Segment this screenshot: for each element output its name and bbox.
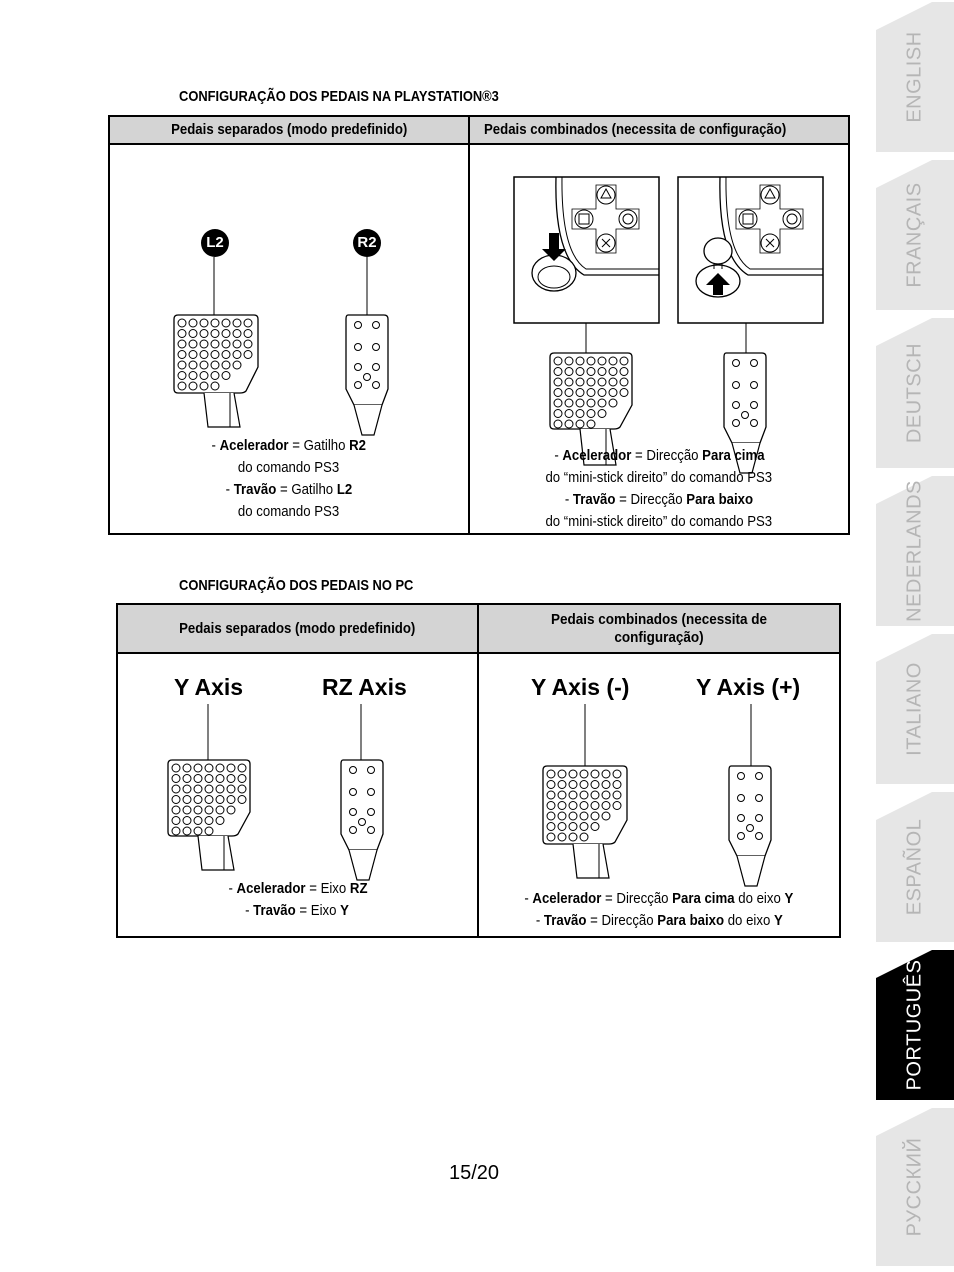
controller-stick-up-icon (678, 177, 823, 323)
pedal-hole (738, 833, 745, 840)
pc-combined-caption: - Acelerador = Direcção Para cima do eixo Y - Travão = Direcção Para baixo do eixo Y (524, 890, 794, 929)
pc-section-title: CONFIGURAÇÃO DOS PEDAIS NO PC (179, 577, 414, 594)
pedal-hole (355, 344, 362, 351)
pedal-hole (756, 833, 763, 840)
pedal-hole (613, 770, 621, 778)
pedal-hole (576, 378, 584, 386)
pedal-hole (244, 340, 252, 348)
pedal-hole (178, 319, 186, 327)
pedal-hole (216, 785, 224, 793)
pc-combined-pedals-illustration (479, 654, 840, 894)
pedal-hole (620, 378, 628, 386)
pedal-hole (565, 420, 573, 428)
pedal-hole (172, 764, 180, 772)
pedal-hole (233, 319, 241, 327)
pedal-hole (580, 802, 588, 810)
pedal-hole (558, 823, 566, 831)
pedal-hole (733, 382, 740, 389)
pedal-hole (580, 781, 588, 789)
pedal-hole (355, 364, 362, 371)
pedal-hole (569, 812, 577, 820)
tab-nederlands[interactable]: NEDERLANDS (876, 476, 954, 626)
pedal-hole (565, 368, 573, 376)
pedal-hole (172, 785, 180, 793)
ps3-combined-caption: - Acelerador = Direcção Para cima do “mini-stick direito” do comando PS3 - Travão = Direcção Para baixo do “mini-stick direito” do comando PS3 (545, 447, 773, 530)
pedal-hole (565, 399, 573, 407)
pedal-hole (183, 827, 191, 835)
pedal-hole (216, 806, 224, 814)
pedal-hole (587, 368, 595, 376)
pedal-hole (205, 817, 213, 825)
pedal-hole (178, 340, 186, 348)
ps3-section-title: CONFIGURAÇÃO DOS PEDAIS NA PLAYSTATION®3 (179, 88, 499, 105)
pedal-hole (576, 368, 584, 376)
pedal-hole (205, 806, 213, 814)
pedal-hole (598, 368, 606, 376)
pedal-hole (205, 775, 213, 783)
pedal-hole (554, 410, 562, 418)
pedal-hole (558, 770, 566, 778)
pedal-hole (368, 767, 375, 774)
pedal-hole (587, 357, 595, 365)
pedal-hole (172, 817, 180, 825)
pedal-hole (733, 420, 740, 427)
pedal-hole (580, 812, 588, 820)
pedal-hole (189, 319, 197, 327)
pedal-hole (751, 420, 758, 427)
pedal-hole (227, 764, 235, 772)
pedal-hole (569, 833, 577, 841)
pedal-hole (609, 399, 617, 407)
pedal-hole (368, 827, 375, 834)
pedal-hole (194, 827, 202, 835)
pedal-hole (569, 823, 577, 831)
pedal-hole (602, 791, 610, 799)
pedal-hole (554, 378, 562, 386)
pedal-hole (194, 796, 202, 804)
pedal-hole (233, 361, 241, 369)
pedal-hole (244, 319, 252, 327)
ps3-separate-pedals-cell (109, 144, 469, 534)
pc-separate-caption: - Acelerador = Eixo RZ - Travão = Eixo Y (227, 880, 368, 919)
ps3-col2-header: Pedais combinados (necessita de configuração) (469, 116, 849, 144)
pedal-hole (368, 789, 375, 796)
pedal-hole (178, 361, 186, 369)
pedal-hole (576, 410, 584, 418)
pedal-hole (751, 382, 758, 389)
pc-separate-pedals-cell (117, 653, 478, 937)
pedal-hole (565, 410, 573, 418)
pedal-hole (756, 773, 763, 780)
pedal-hole (350, 827, 357, 834)
pc-combined-brake-pedal-icon (543, 766, 627, 878)
pedal-hole (216, 796, 224, 804)
pedal-hole (602, 781, 610, 789)
pedal-hole (178, 351, 186, 359)
pedal-hole (222, 361, 230, 369)
pedal-hole (565, 357, 573, 365)
pedal-hole (569, 770, 577, 778)
pedal-hole (227, 785, 235, 793)
ps3-config-table (108, 115, 850, 535)
l2-button-icon: L2 (201, 229, 229, 257)
r2-button-icon: R2 (353, 229, 381, 257)
pc-config-table (116, 603, 841, 938)
pedal-hole (602, 802, 610, 810)
pedal-hole (591, 823, 599, 831)
pedal-hole (609, 368, 617, 376)
pedal-hole (620, 389, 628, 397)
pedal-hole (189, 340, 197, 348)
pedal-hole (738, 795, 745, 802)
pedal-hole (355, 382, 362, 389)
pedal-hole (591, 812, 599, 820)
pc-accelerator-pedal-icon (341, 760, 383, 880)
pedal-hole (576, 420, 584, 428)
pedal-hole (222, 351, 230, 359)
ps3-combined-pedals-cell (469, 144, 849, 534)
pc-col2-header: Pedais combinados (necessita de configuração) (478, 604, 840, 653)
pedal-hole (587, 378, 595, 386)
pedal-hole (178, 330, 186, 338)
pedal-hole (591, 781, 599, 789)
pedal-hole (598, 389, 606, 397)
pedal-hole (227, 775, 235, 783)
ps3-combined-pedals-illustration (470, 145, 849, 445)
pedal-hole (227, 796, 235, 804)
pedal-hole (200, 319, 208, 327)
pedal-hole (554, 420, 562, 428)
language-tabs (870, 0, 954, 1272)
tab-portugues[interactable]: PORTUGUÊS (876, 950, 954, 1100)
pedal-hole (200, 382, 208, 390)
pedal-hole (172, 775, 180, 783)
pedal-hole (738, 815, 745, 822)
pedal-hole (238, 775, 246, 783)
pedal-hole (189, 330, 197, 338)
pedal-hole (609, 357, 617, 365)
pedal-hole (222, 330, 230, 338)
pedal-hole (751, 402, 758, 409)
pedal-hole (609, 389, 617, 397)
pedal-hole (211, 319, 219, 327)
pedal-hole (558, 812, 566, 820)
tab-espanol[interactable]: ESPAÑOL (876, 792, 954, 942)
page-number: 15/20 (449, 1162, 500, 1184)
pedal-hole (554, 368, 562, 376)
pedal-hole (547, 781, 555, 789)
pedal-hole (598, 357, 606, 365)
pedal-hole (233, 340, 241, 348)
pedal-hole (747, 825, 754, 832)
pedal-hole (200, 372, 208, 380)
pc-separate-pedals-illustration (118, 654, 478, 894)
pedal-hole (244, 330, 252, 338)
pedal-hole (756, 815, 763, 822)
pedal-hole (211, 382, 219, 390)
tab-deutsch[interactable]: DEUTSCH (876, 318, 954, 468)
pedal-hole (189, 382, 197, 390)
pedal-hole (194, 817, 202, 825)
pedal-hole (183, 806, 191, 814)
pedal-hole (183, 785, 191, 793)
pedal-hole (547, 770, 555, 778)
ps3-separate-caption: - Acelerador = Gatilho R2 do comando PS3 - Travão = Gatilho L2 do comando PS3 (211, 437, 367, 520)
y-axis-plus-label: Y Axis (+) (696, 674, 801, 700)
pedal-hole (350, 789, 357, 796)
pedal-hole (172, 806, 180, 814)
pedal-hole (194, 785, 202, 793)
pedal-hole (189, 351, 197, 359)
y-axis-label: Y Axis (174, 674, 244, 700)
y-axis-minus-label: Y Axis (-) (531, 674, 630, 700)
pedal-hole (172, 796, 180, 804)
pedal-hole (591, 770, 599, 778)
pedal-hole (609, 378, 617, 386)
pedal-hole (598, 399, 606, 407)
pedal-hole (598, 378, 606, 386)
pedal-hole (216, 764, 224, 772)
pc-combined-pedals-cell (478, 653, 840, 937)
pedal-hole (587, 389, 595, 397)
pedal-hole (591, 802, 599, 810)
tab-english[interactable]: ENGLISH (876, 2, 954, 152)
pedal-hole (554, 389, 562, 397)
pedal-hole (587, 399, 595, 407)
pedal-hole (211, 372, 219, 380)
pedal-hole (373, 344, 380, 351)
pedal-hole (373, 322, 380, 329)
pedal-hole (547, 823, 555, 831)
pedal-hole (620, 357, 628, 365)
pedal-hole (598, 410, 606, 418)
pedal-hole (576, 389, 584, 397)
pedal-hole (200, 361, 208, 369)
pedal-hole (350, 767, 357, 774)
pedal-hole (238, 764, 246, 772)
pedal-hole (602, 770, 610, 778)
pedal-hole (591, 791, 599, 799)
pedal-hole (558, 802, 566, 810)
pedal-hole (205, 827, 213, 835)
pedal-hole (373, 364, 380, 371)
pedal-hole (183, 817, 191, 825)
pedal-hole (211, 340, 219, 348)
pedal-hole (547, 802, 555, 810)
pedal-hole (733, 360, 740, 367)
accelerator-pedal-icon (346, 315, 388, 435)
pedal-hole (238, 785, 246, 793)
pedal-hole (233, 351, 241, 359)
pedal-hole (547, 791, 555, 799)
pedal-hole (200, 340, 208, 348)
pedal-hole (233, 330, 241, 338)
brake-pedal-icon (174, 315, 258, 427)
pedal-hole (620, 368, 628, 376)
pedal-hole (205, 764, 213, 772)
pedal-hole (178, 382, 186, 390)
pedal-hole (547, 812, 555, 820)
pc-col1-header: Pedais separados (modo predefinido) (117, 604, 478, 653)
pedal-hole (211, 361, 219, 369)
pedal-hole (238, 796, 246, 804)
pedal-hole (364, 374, 371, 381)
pedal-hole (554, 357, 562, 365)
pedal-hole (189, 372, 197, 380)
pedal-hole (194, 764, 202, 772)
pedal-hole (183, 775, 191, 783)
pc-brake-pedal-icon (168, 760, 250, 870)
pedal-hole (211, 330, 219, 338)
pedal-hole (576, 357, 584, 365)
pedal-hole (178, 372, 186, 380)
pedal-hole (183, 764, 191, 772)
ps3-separate-pedals-illustration (110, 145, 469, 445)
pedal-hole (565, 378, 573, 386)
pedal-hole (244, 351, 252, 359)
pedal-hole (183, 796, 191, 804)
pedal-hole (587, 410, 595, 418)
pedal-hole (216, 817, 224, 825)
pedal-hole (547, 833, 555, 841)
pedal-hole (350, 809, 357, 816)
pedal-hole (222, 372, 230, 380)
pedal-hole (368, 809, 375, 816)
pedal-hole (756, 795, 763, 802)
pedal-hole (742, 412, 749, 419)
pedal-hole (205, 785, 213, 793)
pedal-hole (216, 775, 224, 783)
tab-russian[interactable]: PУССКИЙ (876, 1108, 954, 1266)
pedal-hole (733, 402, 740, 409)
pedal-hole (558, 791, 566, 799)
rz-axis-label: RZ Axis (322, 674, 407, 700)
pedal-hole (189, 361, 197, 369)
pedal-hole (222, 340, 230, 348)
pedal-hole (751, 360, 758, 367)
pedal-hole (200, 351, 208, 359)
pedal-hole (194, 806, 202, 814)
pedal-hole (580, 791, 588, 799)
pedal-hole (558, 833, 566, 841)
pedal-hole (211, 351, 219, 359)
pedal-hole (602, 812, 610, 820)
tab-italiano[interactable]: ITALIANO (876, 634, 954, 784)
tab-francais[interactable]: FRANÇAIS (876, 160, 954, 310)
pedal-hole (194, 775, 202, 783)
pedal-hole (613, 802, 621, 810)
pedal-hole (200, 330, 208, 338)
pedal-hole (554, 399, 562, 407)
pedal-hole (587, 420, 595, 428)
pc-combined-accelerator-pedal-icon (729, 766, 771, 886)
pedal-hole (359, 819, 366, 826)
ps3-col1-header: Pedais separados (modo predefinido) (109, 116, 469, 144)
pedal-hole (222, 319, 230, 327)
controller-stick-down-icon (514, 177, 659, 323)
pedal-hole (580, 770, 588, 778)
pedal-hole (576, 399, 584, 407)
pedal-hole (613, 781, 621, 789)
pedal-hole (569, 802, 577, 810)
pedal-hole (355, 322, 362, 329)
pedal-hole (558, 781, 566, 789)
pedal-hole (205, 796, 213, 804)
pedal-hole (565, 389, 573, 397)
pedal-hole (569, 781, 577, 789)
pedal-hole (580, 823, 588, 831)
pedal-hole (613, 791, 621, 799)
pedal-hole (227, 806, 235, 814)
pedal-hole (172, 827, 180, 835)
pedal-hole (738, 773, 745, 780)
pedal-hole (569, 791, 577, 799)
pedal-hole (580, 833, 588, 841)
pedal-hole (373, 382, 380, 389)
